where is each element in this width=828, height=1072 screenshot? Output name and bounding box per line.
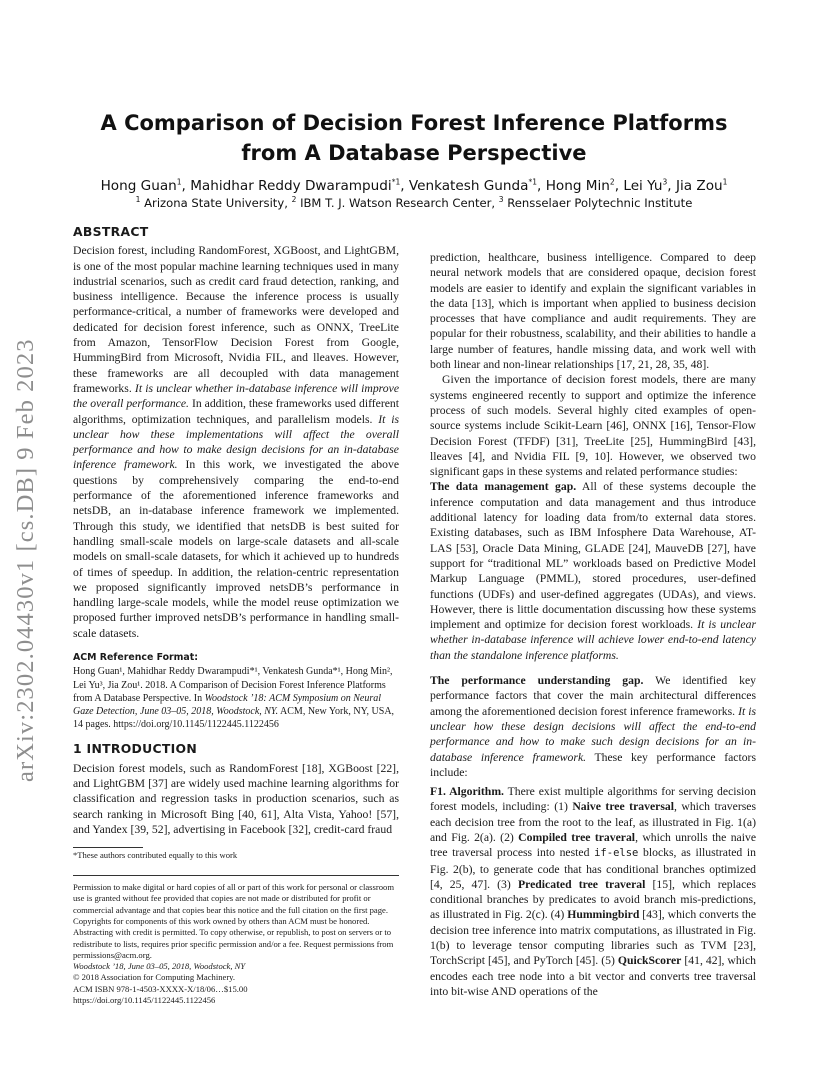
- permission-block: [73, 875, 399, 1006]
- affiliation: Arizona State University,: [144, 196, 288, 210]
- affiliations: [60, 196, 768, 210]
- author: Jia Zou: [675, 178, 723, 194]
- abstract-heading: ABSTRACT: [73, 224, 149, 239]
- paper-title: A Comparison of Decision Forest Inference Platforms from A Database Perspective: [100, 111, 728, 165]
- author: Mahidhar Reddy Dwarampudi: [190, 178, 392, 194]
- intro-body: Decision forest models, such as RandomForest [18], XGBoost [22], and LightGBM [37] are widely used machine learning algorithms for classification and regression tasks in production scenarios, such as search ranking in Microsoft Bing [40, 61], Alta Vista, Yahoo! [57], and Yandex [39, 52], advertising in Facebook [32], credit-card fraud: [73, 761, 399, 836]
- affil-sup: 2: [291, 195, 297, 205]
- affiliation: Rensselaer Polytechnic Institute: [507, 196, 693, 210]
- gap-performance: The performance understanding gap. We identified key performance factors that cover the main architectural differences among the aforementioned decision forest inference frameworks. It is unclear how these design decisions will affect the end-to-end performance and how to make such design decisions for an in-database inference framework. These key performance factors include:: [430, 674, 756, 779]
- permission-venue: Woodstock ’18, June 03–05, 2018, Woodstock, NY: [73, 961, 246, 972]
- intro-heading: 1 INTRODUCTION: [73, 741, 198, 757]
- right-column: [430, 250, 756, 999]
- author-sup: *1: [528, 177, 538, 187]
- affil-sup: 1: [135, 195, 141, 205]
- footnote: *These authors contributed equally to this work: [73, 850, 238, 861]
- affil-sup: 3: [498, 195, 504, 205]
- acm-ref-heading: ACM Reference Format:: [73, 652, 198, 664]
- intro-paragraph-2: Given the importance of decision forest models, there are many systems engineered recently to support and optimize the inference process of such models. Several highly cited examples of open-source systems include Scikit-Learn [46], ONNX [16], Tensor-Flow Decision Forest (TFDF) [31], TreeLite [25], HummingBird [43], lleaves [4], and Nvidia FIL [9, 10]. However, we observed two significant gaps in these systems and related performance studies:: [430, 373, 756, 479]
- permission-text: Permission to make digital or hard copies of all or part of this work for personal or classroom use is granted without fee provided that copies are not made or distributed for profit or commercial advantage and that copies bear this notice and the full citation on the first page. Copyrights for components of this work owned by others than ACM must be honored. Abstracting with credit is permitted. To copy otherwise, or republish, to post on servers or to redistribute to lists, requires prior specific permission and/or a fee. Request permissions from permissions@acm.org.: [73, 882, 394, 960]
- abstract-body: Decision forest, including RandomForest, XGBoost, and LightGBM, is one of the most popular machine learning techniques used in many industrial scenarios, such as credit card fraud detection, ranking, and business intelligence. Because the inference process is usually performance-critical, a number of frameworks were developed and dedicated for decision forest inference, such as ONNX, TreeLite from Amazon, TensorFlow Decision Forest from Google, HummingBird from Microsoft, Nvidia FIL, and lleaves. However, these frameworks are all decoupled with data management frameworks. It is unclear whether in-database inference will improve the overall performance. In addition, these frameworks used different algorithms, optimization techniques, and parallelism models. It is unclear how these implementations will affect the overall performance and how to make design decisions for an in-database inference framework. In this work, we investigated the above questions by comprehensively comparing the end-to-end performance of the aforementioned inference frameworks and netsDB, an in-database inference framework we implemented. Through this study, we identified that netsDB is best suited for handling small-scale models on large-scale datasets and all-scale models on small-scale datasets, for which it achieved up to hundreds of times of speedup. In addition, the relation-centric representation we proposed significantly improved netsDB’s performance in handling large-scale models, while the model reuse optimization we proposed further improved netsDB’s performance in handling small-scale datasets.: [73, 244, 400, 640]
- gap-data-management: The data management gap. All of these systems decouple the inference computation and data management and thus introduce additional latency for loading data from/to external data stores. Existing databases, such as IBM Infosphere Data Warehouse, AT-LAS [53], Oracle Data Mining, GLADE [24], MauveDB [27], have support for “traditional ML” workloads based on Predictive Model Markup Language (PMML), stored procedures, user-defined functions (UDFs) and user-defined aggregates (UDAs), and views. However, there is little documentation discussing how these systems implement and optimize for decision forest workloads. It is unclear whether in-database inference will achieve lower end-to-end latency than the standalone inference platforms.: [430, 480, 757, 662]
- permission-copyright: © 2018 Association for Computing Machinery.: [73, 972, 236, 983]
- author-sup: 1: [722, 177, 728, 187]
- author-list: Hong Guan$^1$, Mahidhar Reddy Dwarampudi$^{*1}$, Venkatesh Gunda$^{*1}$, Hong Min$^2$, Lei Yu$^3$, Jia Zou$^1$: [100, 177, 728, 194]
- author: Venkatesh Gunda: [408, 178, 529, 194]
- intro-continued: prediction, healthcare, business intelligence. Compared to deep neural network models that are considered opaque, decision forest models are easier to identify and explain the significant variables in the data [13], which is important when applied to business decision processes that have compliance and audit requirements. They are popular for their robustness, scalability, and their abilities to handle a large number of features, handle missing data, and work well with both linear and non-linear relationships [17, 21, 28, 35, 48].: [430, 251, 756, 372]
- left-column: [73, 224, 399, 1006]
- permission-isbn: ACM ISBN 978-1-4503-XXXX-X/18/06…$15.00: [73, 983, 248, 994]
- author-sup: 3: [662, 177, 668, 187]
- permission-doi: https://doi.org/10.1145/1122445.1122456: [73, 995, 216, 1006]
- author-sup: 2: [609, 177, 615, 187]
- footnote-rule: [73, 847, 143, 848]
- author: Hong Guan: [100, 178, 177, 194]
- factor-algorithm: F1. Algorithm. There exist multiple algorithms for serving decision forest models, including: (1) Naive tree traversal, which traverses each decision tree from the root to the leaf, as illustrated in Fig. 1(a) and Fig. 2(a). (2) Compiled tree traveral, which unrolls the naive tree traversal process into nested if-else blocks, as illustrated in Fig. 2(b), to generate code that has conditional branches optimized [4, 25, 47]. (3) Predicated tree traveral [15], which replaces conditional branches by predicates to avoid branch mis-predictions, as illustrated in Fig. 2(c). (4) Hummingbird [43], which converts the decision tree inference into matrix computations, as illustrated in Fig. 1(b) to leverage tensor computing libraries such as TVM [23], TorchScript [45], and PyTorch [45]. (5) QuickScorer [41, 42], which encodes each tree node into a bit vector and converts tree traversal into bit-wise AND operations of the: [430, 785, 757, 998]
- author-sup: *1: [391, 177, 401, 187]
- acm-ref-body: Hong Guan¹, Mahidhar Reddy Dwarampudi*¹, Venkatesh Gunda*¹, Hong Min², Lei Yu³, Jia Zou¹. 2018. A Comparison of Decision Forest Inference Platforms from A Database Perspective. In Woodstock ’18: ACM Symposium on Neural Gaze Detection, June 03–05, 2018, Woodstock, NY. ACM, New York, NY, USA, 14 pages. https://doi.org/10.1145/1122445.1122456: [73, 666, 395, 731]
- author-sup: 1: [176, 177, 182, 187]
- affiliation: IBM T. J. Watson Research Center,: [300, 196, 496, 210]
- author: Hong Min: [545, 178, 610, 194]
- arxiv-stamp: arXiv:2302.04430v1 [cs.DB] 9 Feb 2023: [12, 338, 39, 782]
- author: Lei Yu: [623, 178, 663, 194]
